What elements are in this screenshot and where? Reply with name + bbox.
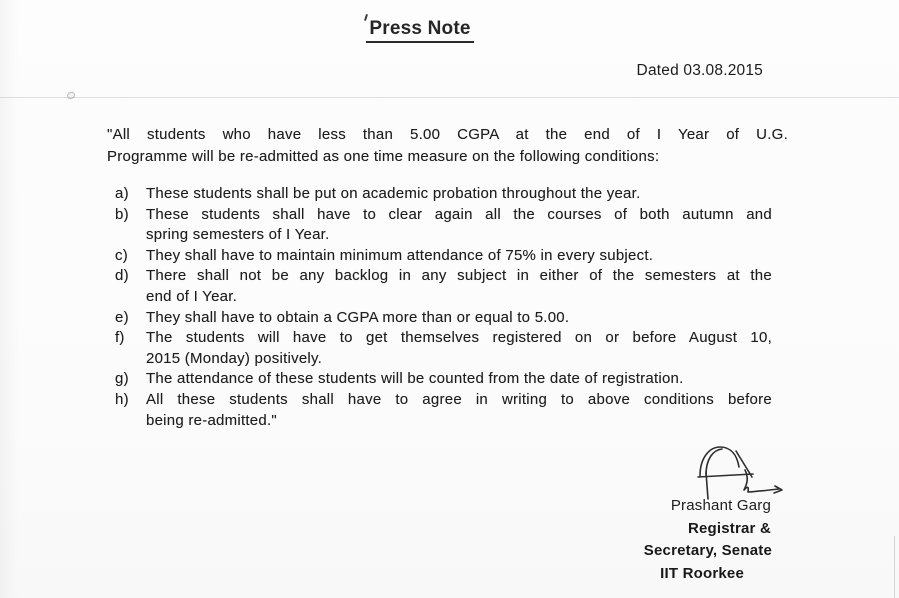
condition-marker: e) xyxy=(115,308,129,326)
condition-item-c xyxy=(115,246,772,267)
condition-line: being re-admitted." xyxy=(146,411,277,429)
condition-item-b xyxy=(115,205,772,246)
intro-line-1: "All students who have less than 5.00 CGPA at the end of I Year of U.G. xyxy=(107,126,788,143)
condition-line: They shall have to obtain a CGPA more than or equal to 5.00. xyxy=(146,308,570,326)
condition-item-g xyxy=(115,369,772,390)
condition-marker: f) xyxy=(115,329,125,347)
condition-item-a xyxy=(115,184,772,205)
condition-line: The attendance of these students will be counted from the date of registration. xyxy=(146,370,684,388)
scan-artifact-horizontal-line xyxy=(0,97,899,98)
title-label: Press Note xyxy=(369,18,471,39)
condition-marker: b) xyxy=(115,205,129,223)
scan-edge-smudge xyxy=(0,0,18,598)
condition-item-d xyxy=(115,266,772,307)
document-title-text xyxy=(366,18,473,43)
condition-line: There shall not be any backlog in any subject in either of the semesters at the xyxy=(146,267,772,285)
condition-line: 2015 (Monday) positively. xyxy=(146,349,323,367)
signatory-institute: IIT Roorkee xyxy=(660,564,744,582)
conditions-list xyxy=(115,184,772,431)
intro-paragraph xyxy=(107,124,788,167)
condition-line: They shall have to maintain minimum attendance of 75% in every subject. xyxy=(146,246,654,264)
scan-artifact-right-edge xyxy=(894,536,895,598)
date-line: Dated 03.08.2015 xyxy=(636,62,763,79)
intro-line-2: Programme will be re-admitted as one time measure on the following conditions: xyxy=(107,147,660,165)
condition-line: All these students shall have to agree in writing to above conditions before xyxy=(146,390,772,408)
document-title xyxy=(0,18,840,43)
scan-artifact-speck xyxy=(66,91,76,100)
signatory-name: Prashant Garg xyxy=(670,497,771,514)
scan-tick-artifact xyxy=(364,14,368,21)
condition-line: These students shall be put on academic probation throughout the year. xyxy=(146,185,641,202)
condition-item-e xyxy=(115,308,772,329)
condition-marker: c) xyxy=(115,246,128,264)
condition-line: end of I Year. xyxy=(146,287,238,305)
handwritten-signature xyxy=(686,442,788,502)
signatory-title-secretary: Secretary, Senate xyxy=(643,542,772,560)
condition-line: spring semesters of I Year. xyxy=(146,226,330,244)
condition-marker: h) xyxy=(115,390,129,408)
signatory-title-registrar: Registrar & xyxy=(687,519,771,537)
condition-item-h xyxy=(115,390,772,431)
condition-marker: a) xyxy=(115,185,129,202)
condition-line: The students will have to get themselves registered on or before August 10, xyxy=(146,329,772,347)
condition-marker: g) xyxy=(115,370,129,388)
signature-block xyxy=(644,495,771,585)
condition-item-f xyxy=(115,328,772,369)
condition-line: These students shall have to clear again all the courses of both autumn and xyxy=(146,205,772,223)
condition-marker: d) xyxy=(115,267,129,285)
